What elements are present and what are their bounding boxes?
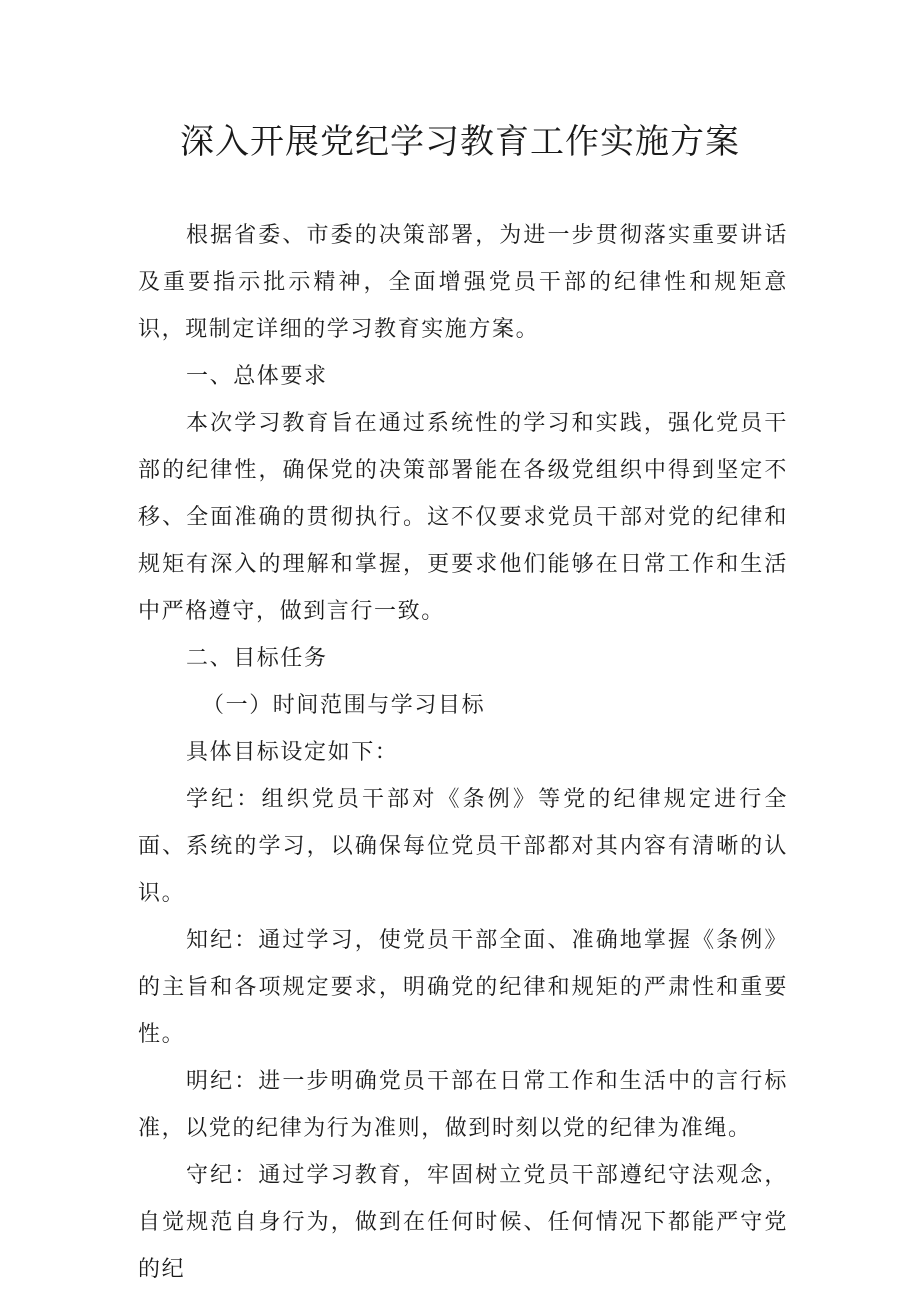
paragraph-general-requirements: 本次学习教育旨在通过系统性的学习和实践，强化党员干部的纪律性，确保党的决策部署能在各级党组织中得到坚定不移、全面准确的贯彻执行。这不仅要求党员干部对党的纪律和规矩有深入的理解和掌握，更要求他们能够在日常工作和生活中严格遵守，做到言行一致。 [138,411,788,624]
paragraph-know-discipline: 知纪：通过学习，使党员干部全面、准确地掌握《条例》的主旨和各项规定要求，明确党的纪律和规矩的严肃性和重要性。 [138,928,788,1047]
paragraph-clarify-discipline: 明纪：进一步明确党员干部在日常工作和生活中的言行标准，以党的纪律为行为准则，做到时刻以党的纪律为准绳。 [138,1069,788,1141]
document-body [138,212,788,1293]
paragraph-learn-discipline: 学纪：组织党员干部对《条例》等党的纪律规定进行全面、系统的学习，以确保每位党员干部都对其内容有清晰的认识。 [138,787,788,906]
paragraph-keep-discipline: 守纪：通过学习教育，牢固树立党员干部遵纪守法观念，自觉规范自身行为，做到在任何时候、任何情况下都能严守党的纪 [138,1163,788,1282]
heading-general-requirements: 一、总体要求 [186,364,328,389]
document-title: 深入开展党纪学习教育工作实施方案 [180,122,740,162]
paragraph-intro: 根据省委、市委的决策部署，为进一步贯彻落实重要讲话及重要指示批示精神，全面增强党员干部的纪律性和规矩意识，现制定详细的学习教育实施方案。 [138,223,788,342]
paragraph-goals-intro: 具体目标设定如下： [186,740,399,765]
heading-goals-tasks: 二、目标任务 [186,646,328,671]
subheading-time-scope: （一）时间范围与学习目标 [202,693,486,718]
